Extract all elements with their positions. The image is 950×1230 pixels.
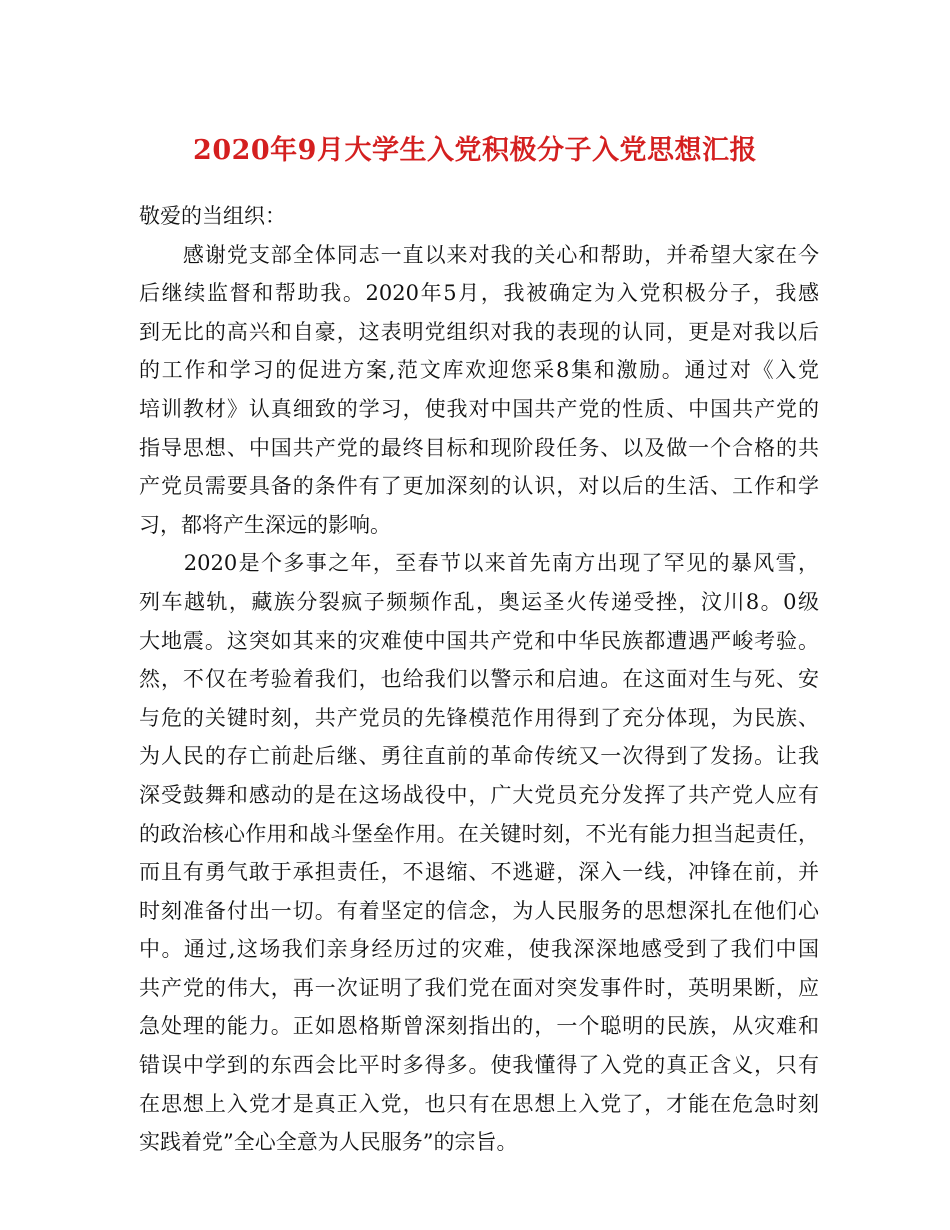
paragraph-1	[139, 236, 819, 545]
paragraph-line: 后继续监督和帮助我。2020年5月，我被确定为入党积极分子，我感	[139, 281, 819, 306]
paragraph-line: 中。通过,这场我们亲身经历过的灾难，使我深深地感受到了我们中国	[139, 937, 819, 962]
paragraph-line: 大地震。这突如其来的灾难使中国共产党和中华民族都遭遇严峻考验。	[139, 628, 819, 653]
paragraph-line: 实践着党”全心全意为人民服务”的宗旨。	[139, 1130, 518, 1155]
paragraph-line: 感谢党支部全体同志一直以来对我的关心和帮助，并希望大家在今	[139, 242, 819, 267]
salutation: 敬爱的当组织：	[139, 204, 286, 228]
paragraph-line: 错误中学到的东西会比平时多得多。使我懂得了入党的真正含义，只有	[139, 1053, 819, 1078]
paragraph-line: 的政治核心作用和战斗堡垒作用。在关键时刻，不光有能力担当起责任，	[139, 821, 819, 846]
paragraph-line: 急处理的能力。正如恩格斯曾深刻指出的，一个聪明的民族，从灾难和	[139, 1014, 819, 1039]
paragraph-line: 2020是个多事之年，至春节以来首先南方出现了罕见的暴风雪，	[139, 551, 819, 576]
paragraph-line: 产党员需要具备的条件有了更加深刻的认识，对以后的生活、工作和学	[139, 474, 819, 499]
paragraph-line: 指导思想、中国共产党的最终目标和现阶段任务、以及做一个合格的共	[139, 435, 819, 460]
paragraph-line: 时刻准备付出一切。有着坚定的信念，为人民服务的思想深扎在他们心	[139, 898, 819, 923]
paragraph-line: 深受鼓舞和感动的是在这场战役中，广大党员充分发挥了共产党人应有	[139, 782, 819, 807]
paragraph-line: 的工作和学习的促进方案,范文库欢迎您采8集和激励。通过对《入党	[139, 358, 819, 383]
paragraph-line: 在思想上入党才是真正入党，也只有在思想上入党了，才能在危急时刻	[139, 1091, 819, 1116]
paragraph-line: 习，都将产生深远的影响。	[139, 512, 391, 537]
paragraph-line: 共产党的伟大，再一次证明了我们党在面对突发事件时，英明果断，应	[139, 975, 819, 1000]
paragraph-line: 到无比的高兴和自豪，这表明党组织对我的表现的认同，更是对我以后	[139, 319, 819, 344]
paragraph-line: 列车越轨，藏族分裂疯子频频作乱，奥运圣火传递受挫，汶川8。0级	[139, 589, 819, 614]
paragraph-line: 为人民的存亡前赴后继、勇往直前的革命传统又一次得到了发扬。让我	[139, 744, 819, 769]
document-title: 2020年9月大学生入党积极分子入党思想汇报	[193, 135, 757, 166]
document-body	[139, 197, 819, 1162]
paragraph-line: 与危的关键时刻，共产党员的先锋模范作用得到了充分体现，为民族、	[139, 705, 819, 730]
paragraph-2	[139, 544, 819, 1162]
paragraph-line: 然，不仅在考验着我们，也给我们以警示和启迪。在这面对生与死、安	[139, 667, 819, 692]
paragraph-line: 培训教材》认真细致的学习，使我对中国共产党的性质、中国共产党的	[139, 396, 819, 421]
paragraph-line: 而且有勇气敢于承担责任，不退缩、不逃避，深入一线，冲锋在前，并	[139, 860, 819, 885]
